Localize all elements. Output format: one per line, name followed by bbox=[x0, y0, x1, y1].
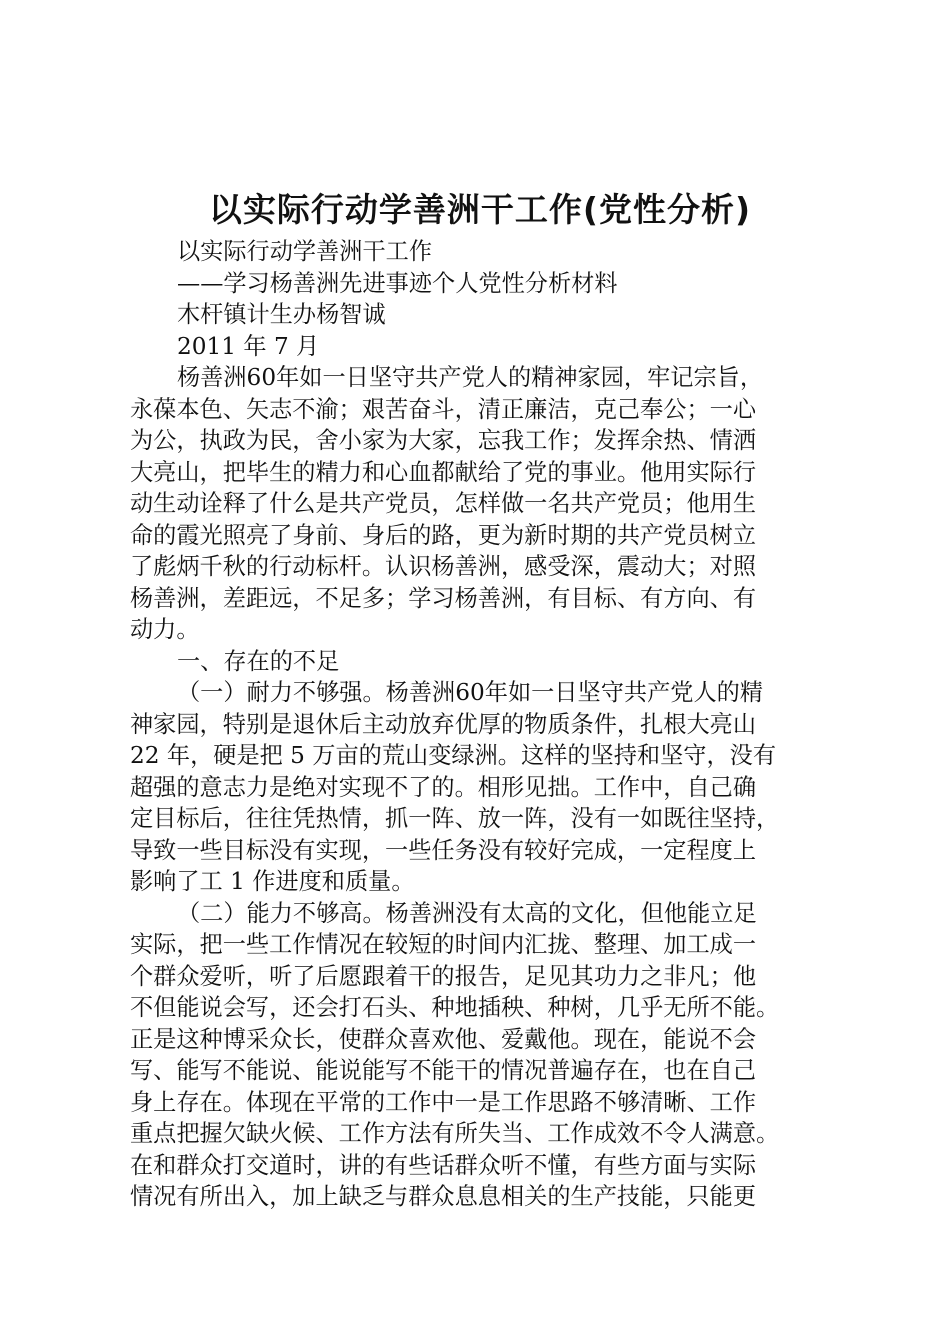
text-line: 木杆镇计生办杨智诚 bbox=[177, 301, 386, 328]
text-line: 动力。 bbox=[130, 616, 200, 643]
text-line: （一）耐力不够强。杨善洲60年如一日坚守共产党人的精 bbox=[177, 679, 764, 706]
text-line: 了彪炳千秋的行动标杆。认识杨善洲，感受深，震动大；对照 bbox=[130, 553, 757, 580]
text-line: 神家园，特别是退休后主动放弃优厚的物质条件，扎根大亮山 bbox=[130, 710, 757, 738]
text-line: 重点把握欠缺火候、工作方法有所失当、工作成效不令人满意。 bbox=[130, 1120, 780, 1147]
text-line: 一、存在的不足 bbox=[177, 647, 340, 675]
text-line: 以实际行动学善洲干工作 bbox=[177, 238, 433, 265]
text-line: 命的霞光照亮了身前、身后的路，更为新时期的共产党员树立 bbox=[130, 521, 757, 549]
text-line: 永葆本色、矢志不渝；艰苦奋斗，清正廉洁，克己奉公；一心 bbox=[130, 395, 757, 423]
text-line: 2011 年 7 月 bbox=[177, 332, 320, 360]
text-line: 杨善洲60年如一日坚守共产党人的精神家园，牢记宗旨， bbox=[177, 364, 764, 391]
text-line: 动生动诠释了什么是共产党员，怎样做一名共产党员；他用生 bbox=[130, 490, 757, 517]
text-line: 大亮山，把毕生的精力和心血都献给了党的事业。他用实际行 bbox=[130, 458, 757, 486]
text-line: 超强的意志力是绝对实现不了的。相形见拙。工作中，自己确 bbox=[130, 773, 757, 801]
text-line: 不但能说会写，还会打石头、种地插秧、种树，几乎无所不能。 bbox=[130, 994, 780, 1021]
text-line: 身上存在。体现在平常的工作中一是工作思路不够清晰、工作 bbox=[130, 1088, 757, 1116]
text-line: 在和群众打交道时，讲的有些话群众听不懂，有些方面与实际 bbox=[130, 1151, 757, 1179]
text-line: 实际，把一些工作情况在较短的时间内汇拢、整理、加工成一 bbox=[130, 931, 757, 958]
text-line: 22 年，硬是把 5 万亩的荒山变绿洲。这样的坚持和坚守，没有 bbox=[130, 742, 777, 769]
text-line: 导致一些目标没有实现，一些任务没有较好完成，一定程度上 bbox=[130, 836, 757, 864]
text-line: 写、能写不能说、能说能写不能干的情况普遍存在，也在自己 bbox=[130, 1057, 757, 1084]
document-body bbox=[130, 236, 830, 1213]
text-line: 为公，执政为民，舍小家为大家，忘我工作；发挥余热、情洒 bbox=[130, 427, 757, 454]
text-line: 影响了工 1 作进度和质量。 bbox=[130, 868, 415, 895]
text-line: 杨善洲，差距远，不足多；学习杨善洲，有目标、有方向、有 bbox=[130, 584, 757, 612]
text-line: 情况有所出入，加上缺乏与群众息息相关的生产技能，只能更 bbox=[130, 1183, 757, 1210]
text-line: （二）能力不够高。杨善洲没有太高的文化，但他能立足 bbox=[177, 899, 757, 927]
text-line: 个群众爱听，听了后愿跟着干的报告，足见其功力之非凡；他 bbox=[130, 962, 757, 990]
document-title: 以实际行动学善洲干工作(党性分析) bbox=[208, 190, 752, 229]
text-line: 定目标后，往往凭热情，抓一阵、放一阵，没有一如既往坚持， bbox=[130, 805, 780, 832]
text-line: 正是这种博采众长，使群众喜欢他、爱戴他。现在，能说不会 bbox=[130, 1025, 757, 1053]
text-line: ——学习杨善洲先进事迹个人党性分析材料 bbox=[177, 269, 618, 297]
